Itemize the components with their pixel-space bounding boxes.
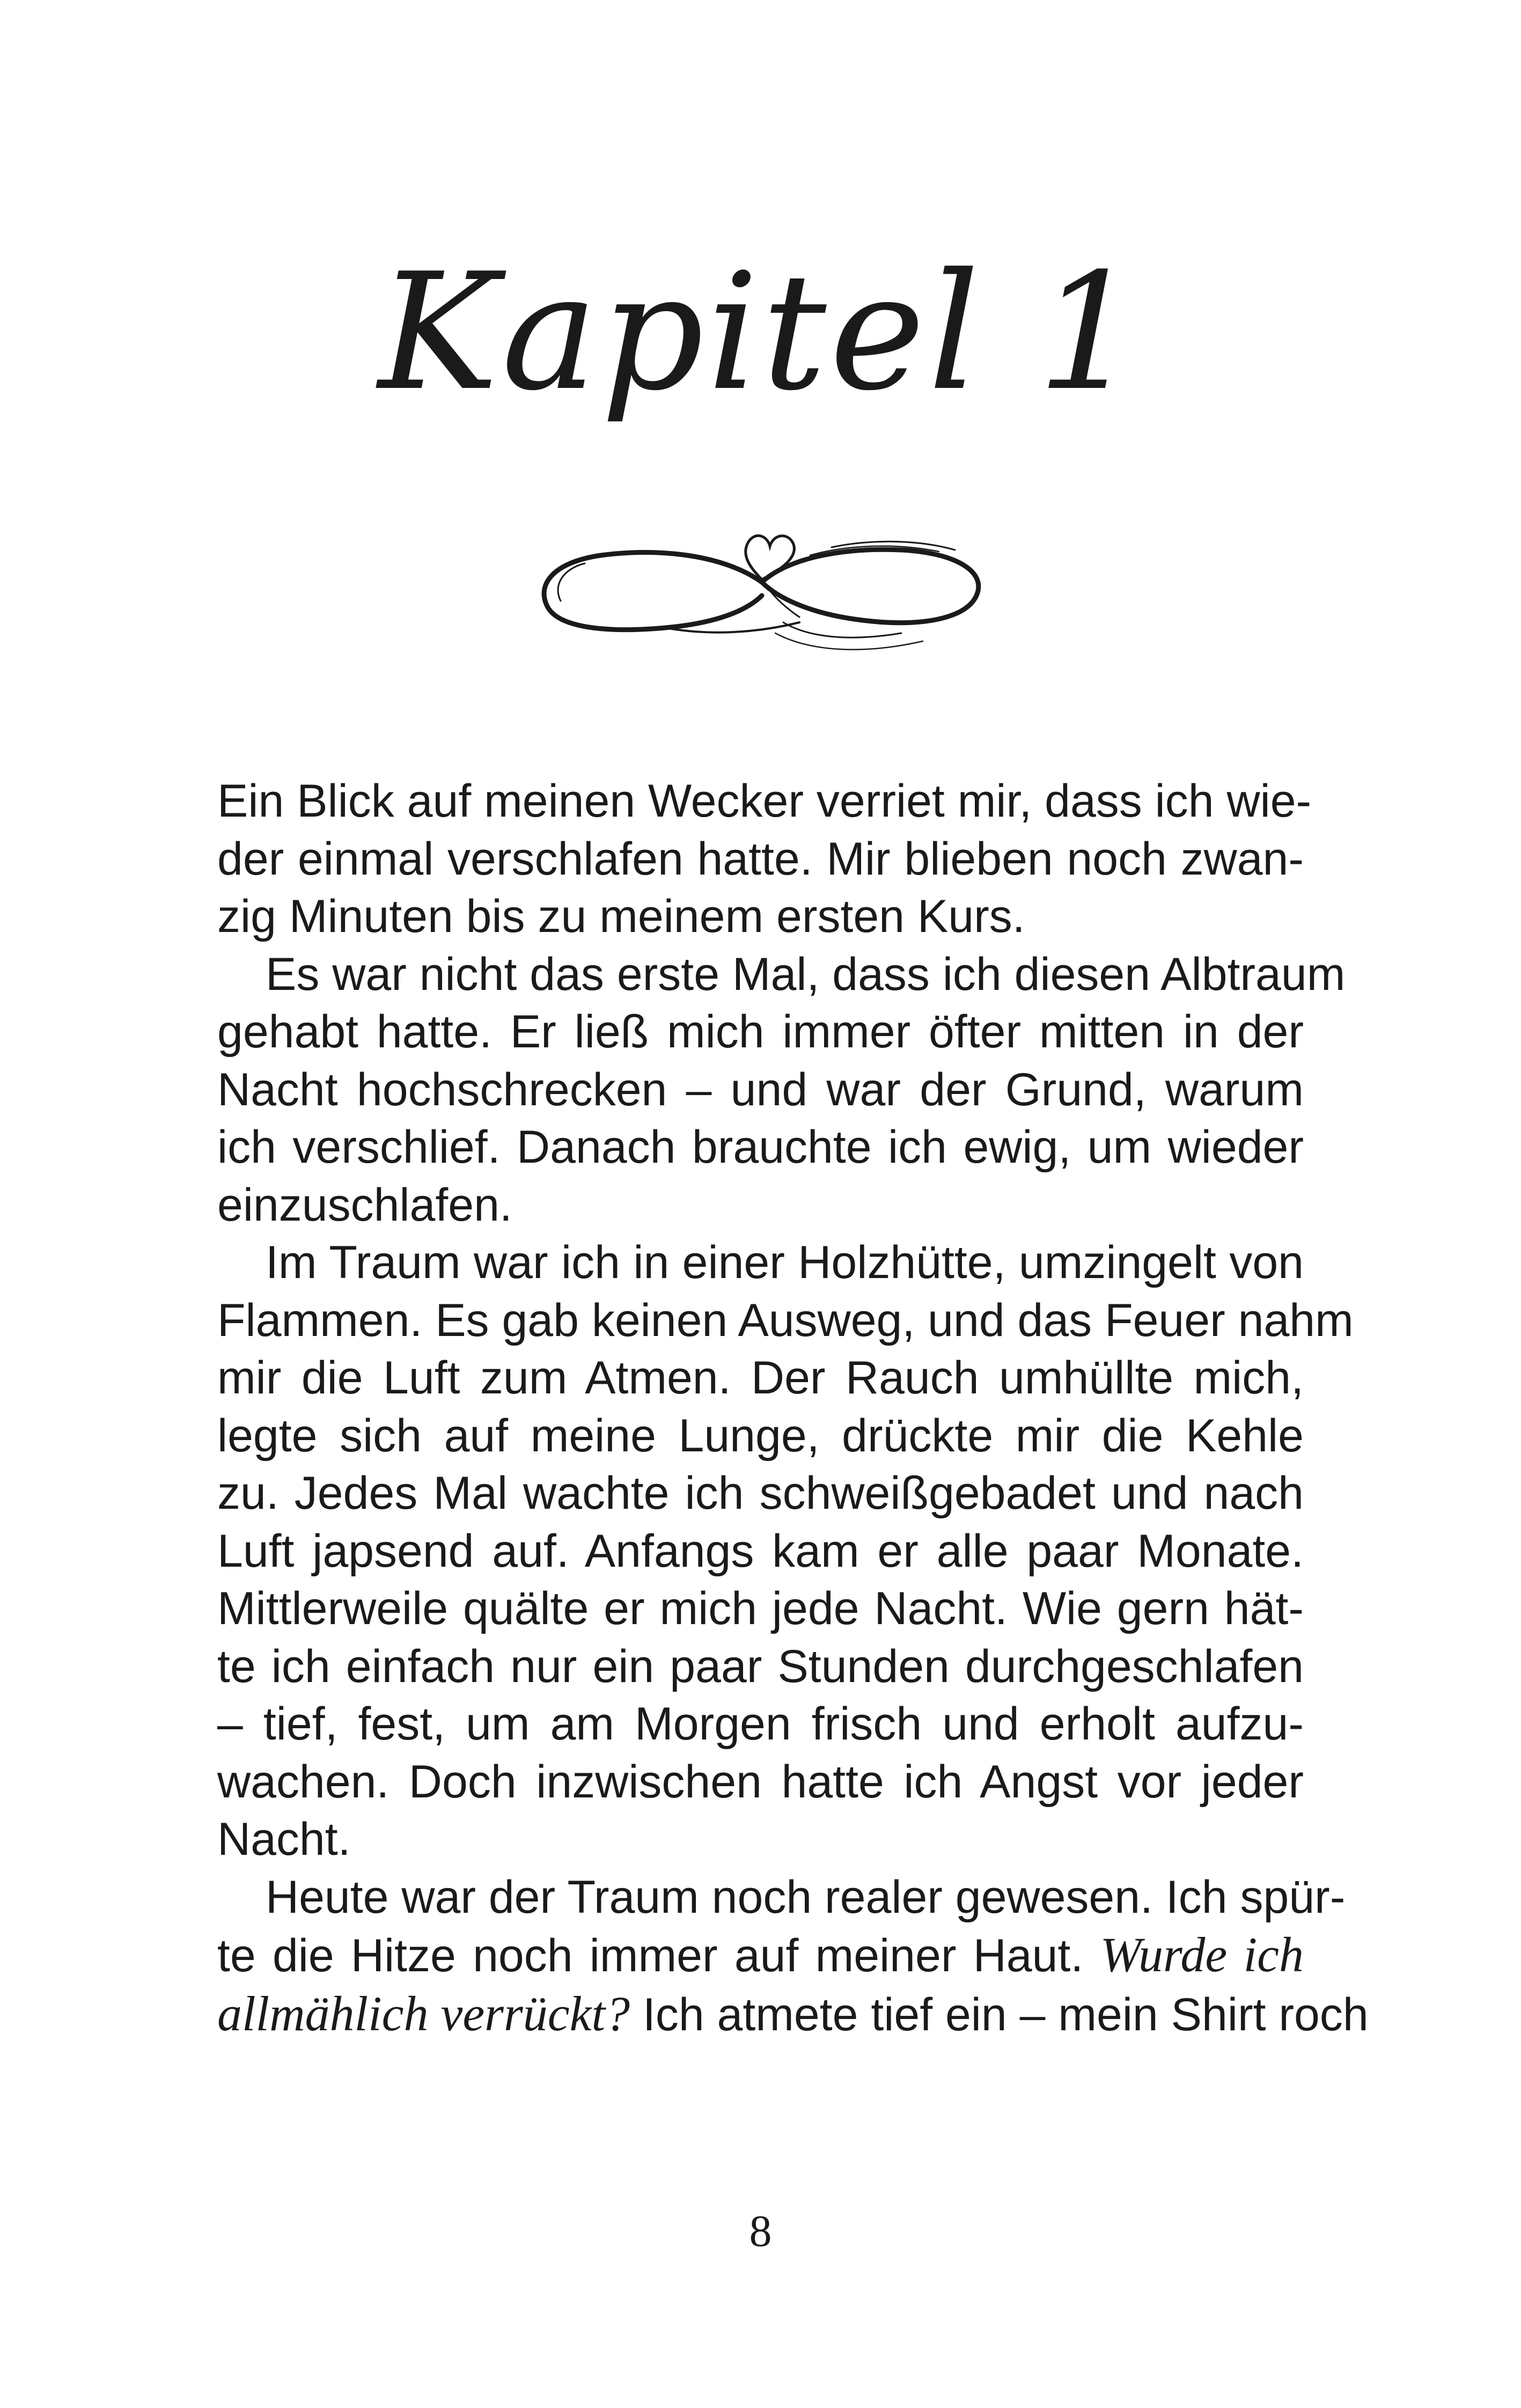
text-line: Flammen. Es gab keinen Ausweg, und das Feuer nahm xyxy=(217,1294,1354,1346)
body-text xyxy=(217,773,1369,2044)
paragraph-3 xyxy=(217,1234,1354,1869)
text-line: Im Traum war ich in einer Holzhütte, umzingelt von xyxy=(266,1237,1304,1288)
text-line: legte sich auf meine Lunge, drückte mir die Kehle xyxy=(217,1409,1304,1462)
text-line: Luft japsend auf. Anfangs kam er alle paar Monate. xyxy=(217,1525,1304,1577)
paragraph-4 xyxy=(217,1869,1369,2044)
chapter-title: Kapitel 1 xyxy=(378,239,1143,426)
italic-text: Wurde ich xyxy=(1100,1927,1304,1982)
text-line: zu. Jedes Mal wachte ich schweißgebadet und nach xyxy=(217,1467,1304,1519)
text-segment: te die Hitze noch immer auf meiner Haut. xyxy=(217,1930,1084,1981)
text-segment: Ich atmete tief ein – mein Shirt roch xyxy=(642,1988,1369,2040)
text-line: ich verschlief. Danach brauchte ich ewig, um wieder xyxy=(217,1121,1304,1173)
text-line: – tief, fest, um am Morgen frisch und erholt aufzu- xyxy=(217,1698,1304,1750)
paragraph-1 xyxy=(217,773,1312,946)
text-line xyxy=(217,1926,1304,1985)
text-line: Nacht hochschrecken – und war der Grund, warum xyxy=(217,1063,1304,1115)
page-number: 8 xyxy=(749,2206,772,2256)
text-line: te ich einfach nur ein paar Stunden durchgeschlafen xyxy=(217,1640,1304,1692)
text-line: Heute war der Traum noch realer gewesen. Ich spür- xyxy=(266,1871,1346,1923)
text-line: mir die Luft zum Atmen. Der Rauch umhüllte mich, xyxy=(217,1352,1304,1404)
text-line: einzuschlafen. xyxy=(217,1179,512,1231)
text-line: Nacht. xyxy=(217,1814,351,1865)
text-line: Mittlerweile quälte er mich jede Nacht. Wie gern hät- xyxy=(217,1583,1304,1634)
text-line: gehabt hatte. Er ließ mich immer öfter mitten in der xyxy=(217,1006,1304,1058)
paragraph-2 xyxy=(217,946,1346,1235)
text-line: Es war nicht das erste Mal, dass ich diesen Albtraum xyxy=(266,948,1346,1000)
text-line: wachen. Doch inzwischen hatte ich Angst vor jeder xyxy=(217,1756,1304,1808)
text-line: zig Minuten bis zu meinem ersten Kurs. xyxy=(217,891,1025,942)
heart-swirl-divider-icon xyxy=(531,526,993,660)
text-line: der einmal verschlafen hatte. Mir blieben noch zwan- xyxy=(217,833,1304,885)
text-line xyxy=(217,1985,1369,2044)
text-line: Ein Blick auf meinen Wecker verriet mir, dass ich wie- xyxy=(217,775,1312,827)
italic-text: allmählich verrückt? xyxy=(217,1986,630,2041)
